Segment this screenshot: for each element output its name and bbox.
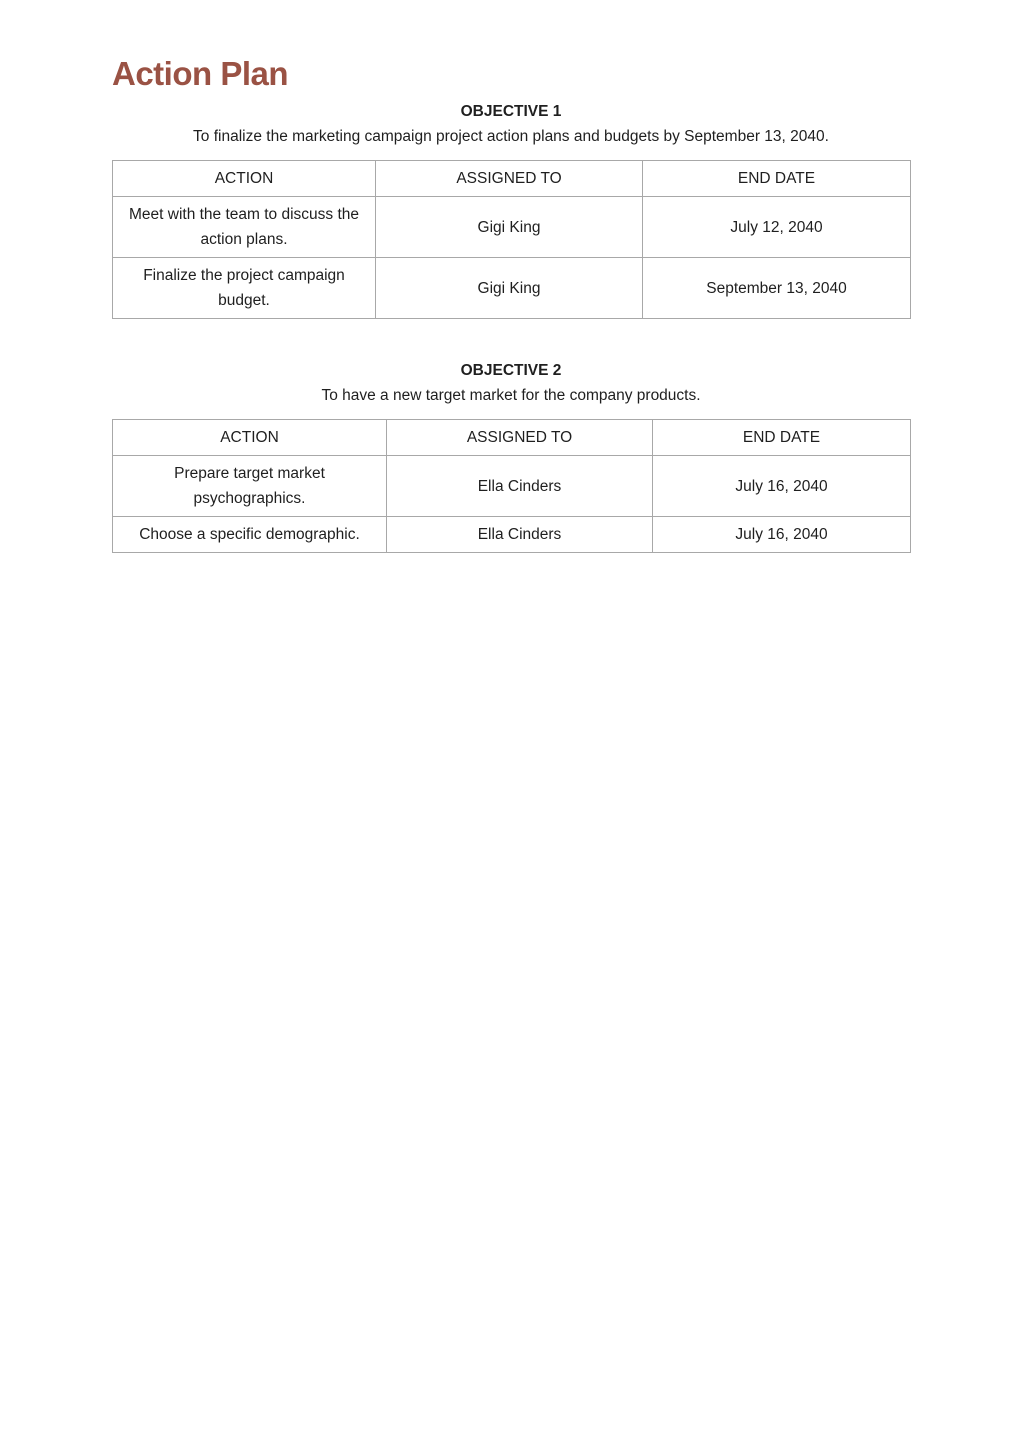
objective-heading: OBJECTIVE 2 [460, 362, 562, 379]
action-cell: Prepare target market psychographics. [113, 456, 387, 517]
objective-description: To have a new target market for the company products. [321, 387, 701, 404]
column-header-action: ACTION [113, 161, 376, 197]
assigned-to-cell: Gigi King [376, 258, 643, 319]
objective-section [112, 360, 910, 553]
assigned-to-cell: Ella Cinders [387, 456, 653, 517]
end-date-cell: July 16, 2040 [653, 456, 911, 517]
end-date-cell: July 16, 2040 [653, 517, 911, 553]
table-header-row [113, 161, 911, 197]
table-row [113, 197, 911, 258]
action-cell: Choose a specific demographic. [113, 517, 387, 553]
column-header-assigned-to: ASSIGNED TO [387, 420, 653, 456]
column-header-end-date: END DATE [643, 161, 911, 197]
column-header-action: ACTION [113, 420, 387, 456]
objective-description: To finalize the marketing campaign project action plans and budgets by September 13, 2040. [193, 128, 829, 145]
objective-section [112, 101, 910, 319]
action-table [112, 419, 911, 553]
column-header-end-date: END DATE [653, 420, 911, 456]
end-date-cell: July 12, 2040 [643, 197, 911, 258]
objective-heading: OBJECTIVE 1 [460, 103, 562, 120]
end-date-cell: September 13, 2040 [643, 258, 911, 319]
page-title: Action Plan [112, 55, 289, 92]
table-row [113, 258, 911, 319]
table-row [113, 456, 911, 517]
assigned-to-cell: Ella Cinders [387, 517, 653, 553]
table-row [113, 517, 911, 553]
assigned-to-cell: Gigi King [376, 197, 643, 258]
table-header-row [113, 420, 911, 456]
column-header-assigned-to: ASSIGNED TO [376, 161, 643, 197]
action-cell: Finalize the project campaign budget. [113, 258, 376, 319]
action-table [112, 160, 911, 319]
action-cell: Meet with the team to discuss the action plans. [113, 197, 376, 258]
